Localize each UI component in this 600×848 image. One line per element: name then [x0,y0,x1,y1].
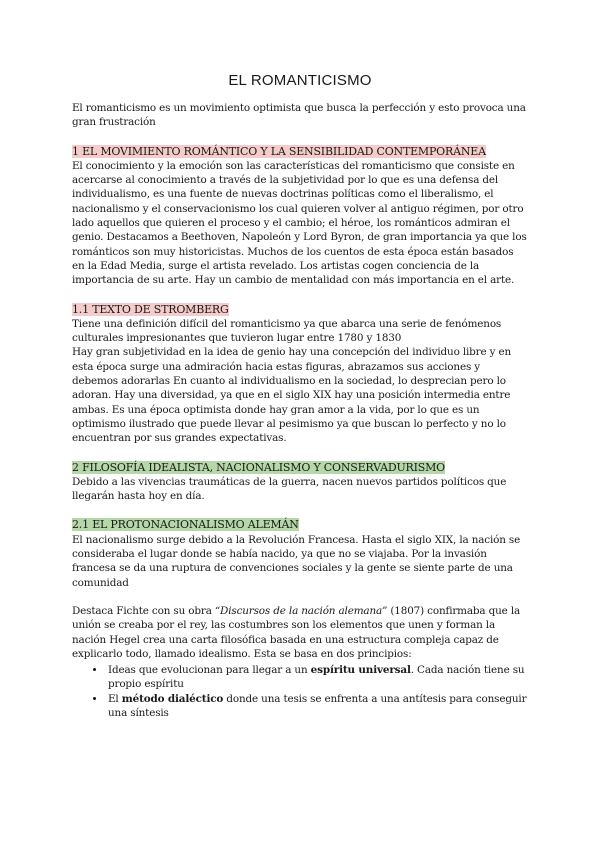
list-item-text: donde una tesis se enfrenta a una antítesis para conseguir una síntesis [108,692,527,719]
section-2-body: Debido a las vivencias traumáticas de la guerra, nacen nuevos partidos políticos que llegarán hasta hoy en día. [72,475,507,503]
section-2-1-heading [72,517,528,532]
spacer [72,288,528,302]
section-1-1-heading-text: 1.1 TEXTO DE STROMBERG [72,302,229,316]
section-2-heading [72,460,528,475]
section-2-heading-text: 2 FILOSOFÍA IDEALISTA, NACIONALISMO Y CONSERVADURISMO [72,460,445,474]
section-2-1-heading-text: 2.1 EL PROTONACIONALISMO ALEMÁN [72,518,299,532]
section-1-heading [72,144,528,159]
section-2-1-paragraph-1: El nacionalismo surge debido a la Revolución Francesa. Hasta el siglo XIX, la nación se consideraba el lugar donde se había nacido, ya que no se viajaba. Por la invasión francesa se da una ruptura de convenciones sociales y la gente se siente parte de una comunidad [72,533,521,589]
document-title: EL ROMANTICISMO [228,72,372,89]
section-1-1-paragraph-1: Tiene una definición difícil del romanticismo ya que abarca una serie de fenómenos culturales impresionantes que tuvieron lugar entre 1780 y 1830 [72,317,502,345]
principles-list [72,663,528,720]
list-item-text: Ideas que evolucionan para llegar a un [108,664,311,677]
section-1-1-paragraph-2: Hay gran subjetividad en la idea de genio hay una concepción del individuo libre y en esta época surge una admiración hacia estas figuras, abrazamos sus acciones y debemos adorarlas En cuanto al individualismo en la sociedad, lo desprecian pero lo adoran. Hay una diversidad, ya que en el siglo XIX hay una posición intermedia entre ambas. Es una época optimista donde hay gran amor a la vida, por lo que es un optimismo ilustrado que puede llevar al pesimismo ya que buscan lo perfecto y no lo encuentran por sus grandes expectativas. [72,346,512,445]
paragraph-text: Destaca Fichte con su obra [72,604,215,617]
work-title: “Discursos de la nación alemana” [214,604,388,617]
spacer [72,130,528,144]
list-item [106,663,528,692]
section-2-1-paragraph-2 [72,604,528,661]
spacer [72,590,528,604]
spacer [72,503,528,517]
list-item-text: . Cada nación tiene su propio espíritu [108,664,525,691]
paragraph-text: (1807) confirmaba que la unión se creaba por el rey, las costumbres son los elementos que unen y forman la nación Hegel crea una carta filosófica basada en una estructura compleja capaz de explicarlo todo, llamado idealismo. Esta se basa en dos principios: [72,604,521,660]
document-page [72,72,528,720]
spacer [72,446,528,460]
section-1-heading-text: 1 EL MOVIMIENTO ROMÁNTICO Y LA SENSIBILIDAD CONTEMPORÁNEA [72,144,486,158]
list-item-text: El [108,692,122,705]
list-item-bold: espíritu universal [310,664,411,677]
section-1-1-heading [72,302,528,317]
section-1-body: El conocimiento y la emoción son las características del romanticismo que consiste en acercarse al conocimiento a través de la subjetividad por lo que es una defensa del individualismo, es una fuente de nuevas doctrinas políticas como el liberalismo, el nacionalismo y el conservacionismo los cual quieren volver al antiguo régimen, por otro lado aquellos que quieren el proceso y el cambio; el héroe, los románticos admiran el genio. Destacamos a Beethoven, Napoleón y Lord Byron, de gran importancia ya que los románticos son muy historicistas. Muchos de los cuentos de esta época están basados en la Edad Media, surge el artista revelado. Los artistas cogen conciencia de la importancia de su arte. Hay un cambio de mentalidad con más importancia en el arte. [72,159,527,287]
list-item-bold: método dialéctico [121,692,224,705]
intro-paragraph: El romanticismo es un movimiento optimista que busca la perfección y esto provoca una gran frustración [72,102,526,129]
list-item [106,692,528,721]
